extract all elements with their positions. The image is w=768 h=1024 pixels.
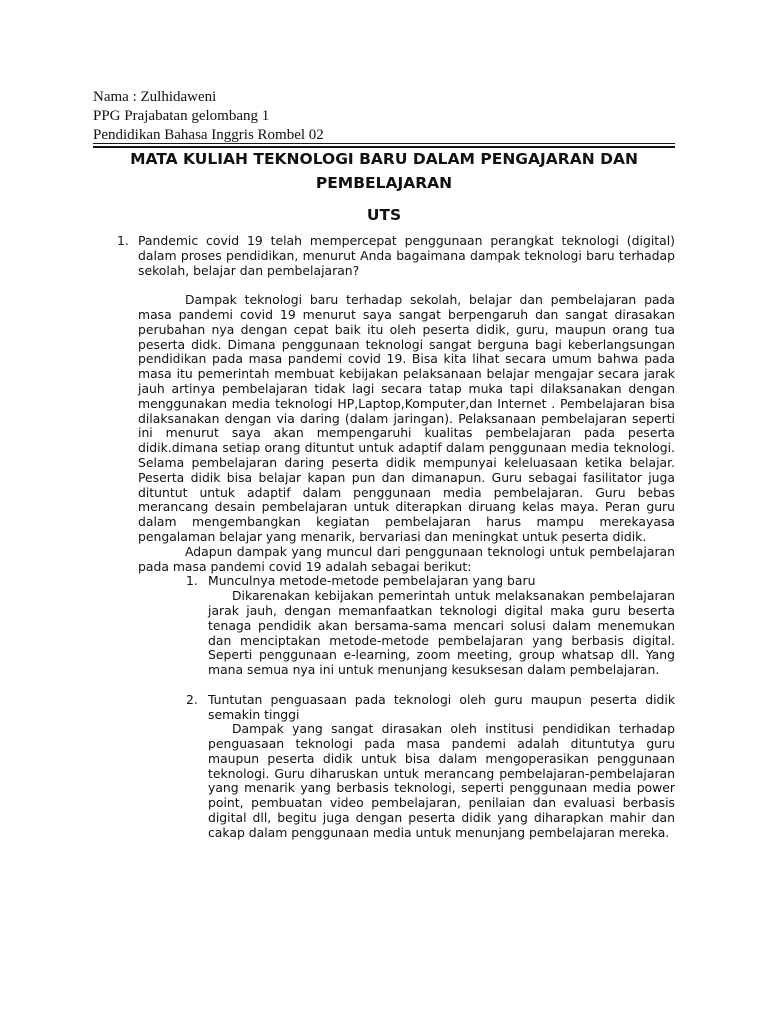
impact-point-text: Dikarenakan kebijakan pemerintah untuk melaksanakan pembelajaran jarak jauh, dengan memanfaatkan teknologi digital maka guru beserta tenaga pendidik akan bersama-sama mencari solusi dalam menemukan dan menciptakan metode-metode pembelajaran yang berbasis digital. Seperti penggunaan e-learning, zoom meeting, group whatsap dll. Yang mana semua nya ini untuk menunjang kesuksesan dalam pembelajaran. — [208, 588, 675, 678]
question-item — [117, 233, 675, 278]
impact-point — [186, 573, 675, 678]
answer-paragraph-1: Dampak teknologi baru terhadap sekolah, belajar dan pembelajaran pada masa pandemi covid 19 menurut saya sangat berpengaruh dan sangat dirasakan perubahan nya dengan cepat baik itu oleh peserta didik, guru, maupun orang tua peserta didk. Dimana penggunaan teknologi sangat berguna bagi keberlangsungan pendidikan pada masa pandemi covid 19. Bisa kita lihat secara umum bahwa pada masa itu pemerintah membuat kebijakan pelaksanaan belajar mengajar secara jarak jauh artinya pembelajaran tidak lagi secara tatap muka tapi dilaksanakan dengan menggunakan media teknologi HP,Laptop,Komputer,dan Internet . Pembelajaran bisa dilaksanakan dengan via daring (dalam jaringan). Pelaksanaan pembelajaran seperti ini menurut saya akan mempengaruhi kualitas pembelajaran pada peserta didik.dimana setiap orang dituntut untuk adaptif dalam penggunaan media teknologi. Selama pembelajaran daring peserta didik mempunyai keleluasaan ketika belajar. Peserta didik bisa belajar kapan pun dan dimanapun. Guru sebagai fasilitator juga dituntut untuk adaptif dalam penggunaan media pembelajaran. Guru bebas merancang desain pembelajaran untuk diterapkan diruang kelas maya. Peran guru dalam mengembangkan kegiatan pembelajaran harus mampu merekayasa pengalaman belajar yang menarik, bervariasi dan meningkat untuk peserta didik. — [138, 292, 675, 544]
impact-point — [186, 691, 675, 841]
course-title — [93, 147, 675, 195]
program-name: PPG Prajabatan gelombang 1 — [93, 108, 270, 124]
student-name: Nama : Zulhidaweni — [93, 89, 217, 105]
impact-point-number: 1. — [186, 573, 198, 589]
question-number: 1. — [117, 233, 129, 248]
header-rule-thin — [93, 143, 675, 144]
impact-point-heading: Munculnya metode-metode pembelajaran yang baru — [208, 573, 536, 589]
exam-title: UTS — [366, 206, 402, 224]
course-title-line-1: MATA KULIAH TEKNOLOGI BARU DALAM PENGAJARAN DAN — [130, 150, 638, 168]
impact-point-number: 2. — [186, 691, 198, 707]
impact-point-text: Dampak yang sangat dirasakan oleh institusi pendidikan terhadap penguasaan teknologi pada masa pandemi adalah dituntutya guru maupun peserta didik untuk bisa dalam mengoperasikan penggunaan teknologi. Guru diharuskan untuk merancang pembelajaran-pembelajaran yang menarik yang berbasis teknologi, seperti penggunaan media power point, pembuatan video pembelajaran, penilaian dan evaluasi berbasis digital dll, begitu juga dengan peserta didik yang diharapkan mahir dan cakap dalam penggunaan media untuk menunjang pembelajaran mereka. — [208, 721, 675, 840]
impact-point-heading: Tuntutan penguasaan pada teknologi oleh guru maupun peserta didik semakin tinggi — [208, 691, 675, 722]
department-name: Pendidikan Bahasa Inggris Rombel 02 — [93, 127, 324, 143]
question-text: Pandemic covid 19 telah mempercepat penggunaan perangkat teknologi (digital) dalam proses pendidikan, menurut Anda bagaimana dampak teknologi baru terhadap sekolah, belajar dan pembelajaran? — [138, 233, 675, 278]
student-header — [93, 88, 675, 145]
answer-paragraph-2: Adapun dampak yang muncul dari penggunaan teknologi untuk pembelajaran pada masa pandemi covid 19 adalah sebagai berikut: — [138, 543, 675, 574]
course-title-line-2: PEMBELAJARAN — [315, 174, 453, 192]
exam-body — [117, 233, 675, 841]
